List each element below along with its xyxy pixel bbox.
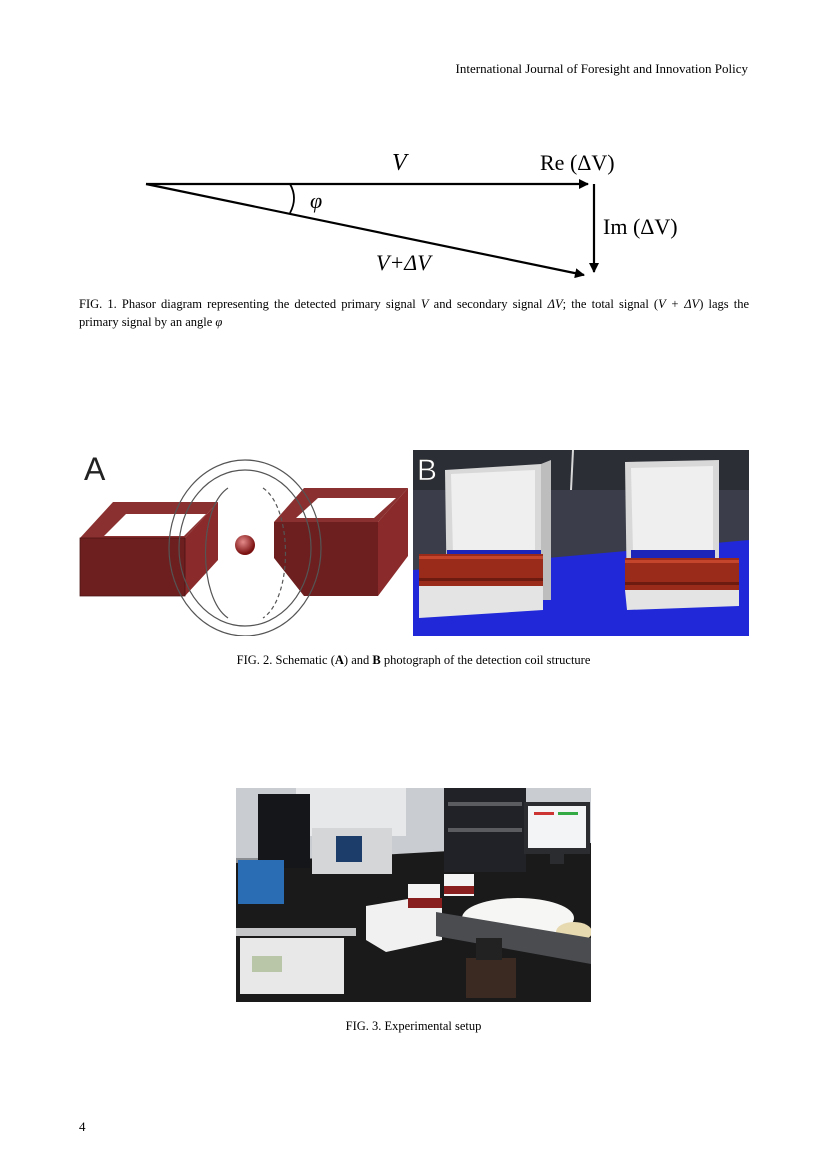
figure-1-caption: FIG. 1. Phasor diagram representing the detected primary signal V and secondary signal ΔV; the total signal (V + ΔV) lags the primary signal by an angle φ (79, 297, 750, 330)
label-v-plus-dv: V+ΔV (376, 250, 431, 275)
pc-tower (258, 794, 310, 868)
label-im-dv: Im (ΔV) (603, 214, 678, 239)
label-phi: φ (310, 188, 323, 213)
figure-2-caption: FIG. 2. Schematic (A) and B photograph of the detection coil structure (236, 653, 591, 667)
journal-header: International Journal of Foresight and Innovation Policy (455, 61, 748, 76)
power-supply (238, 860, 284, 904)
figure-3-caption: FIG. 3. Experimental setup (345, 1019, 482, 1033)
left-coil (80, 502, 218, 596)
phase-angle-arc (290, 184, 294, 213)
panel-a-label: A (84, 451, 106, 487)
panel-b-label: B (417, 454, 438, 487)
label-v: V (392, 150, 407, 176)
coil-schematic (78, 448, 410, 636)
coil-photograph (413, 450, 749, 636)
magnetic-particle (235, 535, 255, 555)
page-number: 4 (79, 1119, 86, 1134)
experimental-setup-photo (236, 788, 591, 1002)
total-signal-arrow (146, 184, 584, 275)
phasor-diagram (140, 140, 690, 285)
label-re-dv: Re (ΔV) (540, 150, 615, 175)
right-coil (274, 488, 408, 596)
